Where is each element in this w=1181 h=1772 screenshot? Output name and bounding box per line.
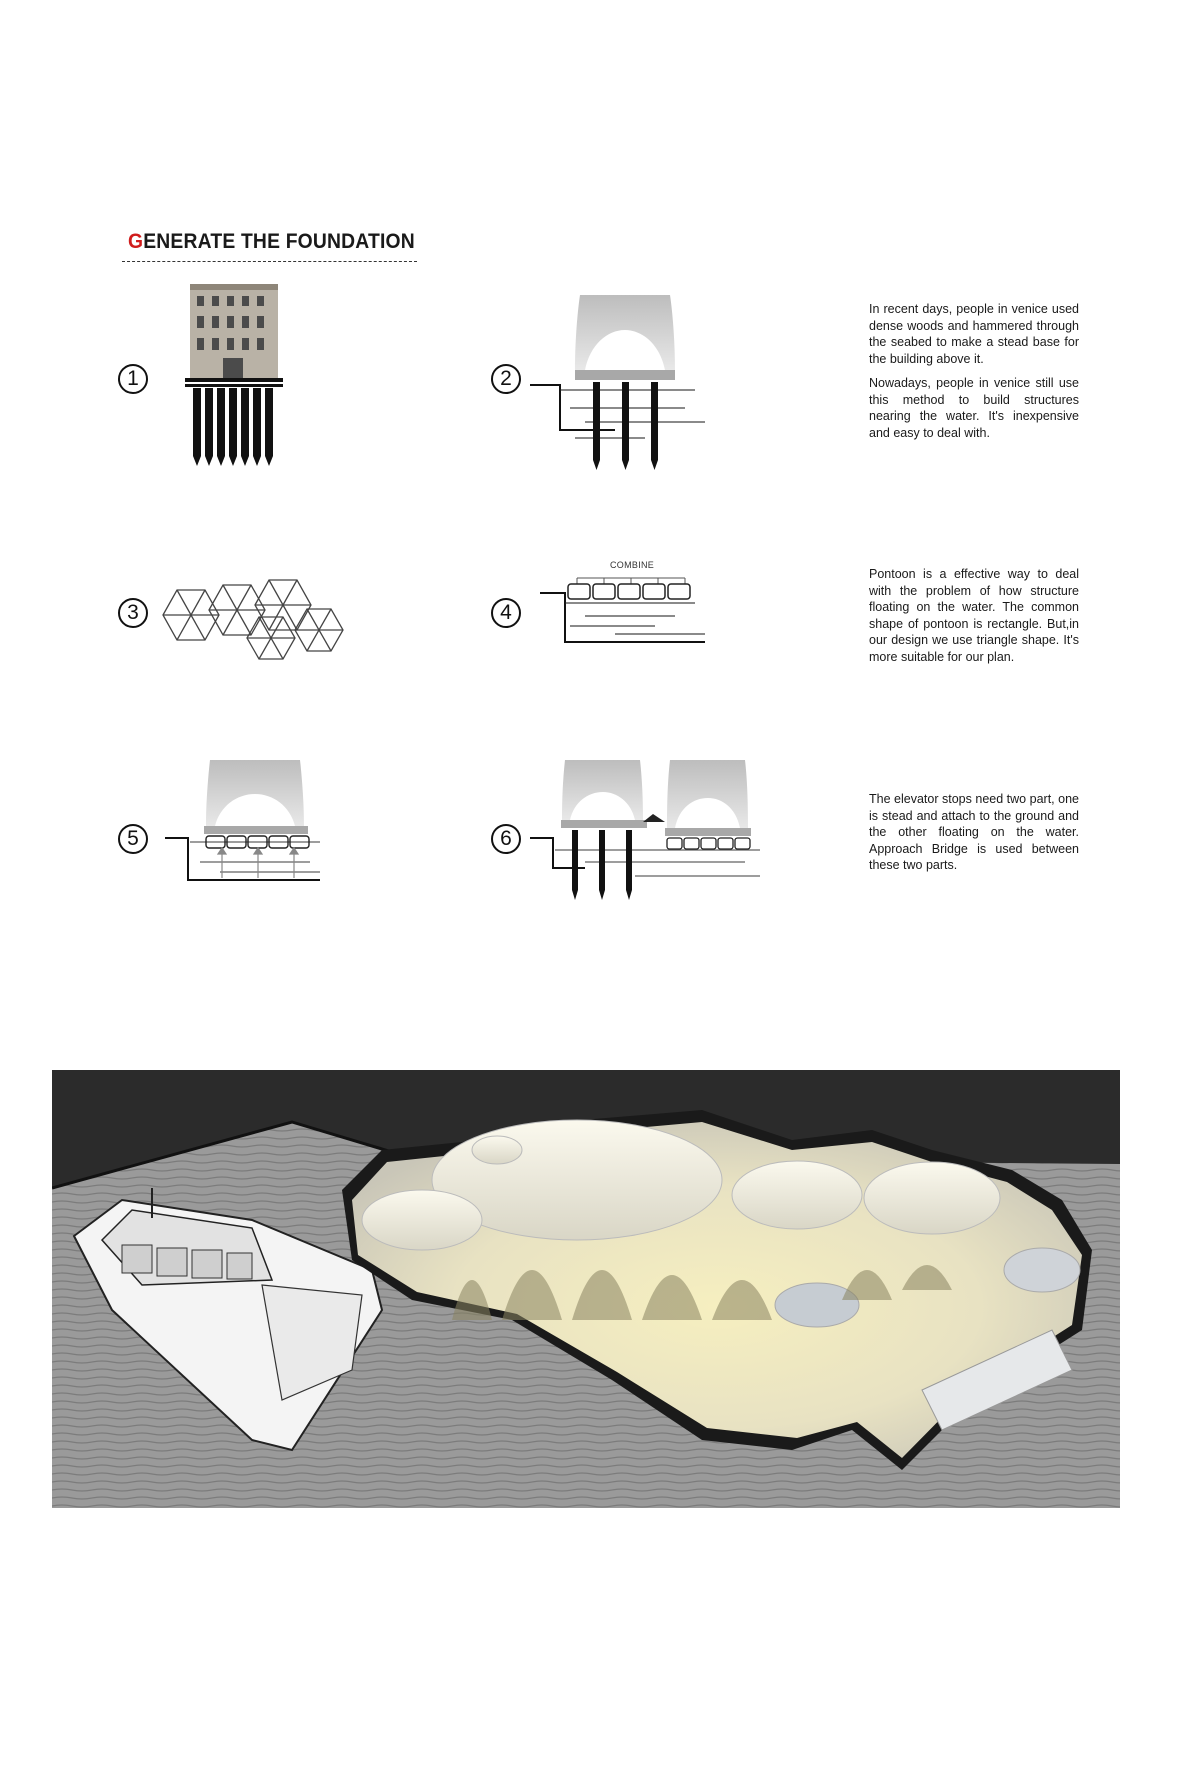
description-pontoon-p1: Pontoon is a effective way to deal with the problem of how structure floating on the water. The common shape of pontoon is rectangle. But,in our design we use triangle shape. It's more suitable for our plan. (869, 567, 1079, 664)
wooden-piles (193, 388, 273, 466)
description-piles (869, 301, 1079, 449)
render-illustration (52, 1070, 1120, 1508)
platform (204, 826, 308, 834)
step-number-2: 2 (491, 364, 521, 394)
title-rest: ENERATE THE FOUNDATION (143, 230, 415, 253)
piles (572, 830, 632, 900)
section-title (128, 230, 415, 254)
pontoon-boxes (667, 838, 750, 849)
step1-building-diagram (185, 284, 285, 470)
title-first-letter: G (128, 230, 144, 253)
platform (575, 370, 675, 380)
description-elevator (869, 791, 1079, 882)
step-number-1: 1 (118, 364, 148, 394)
step-number-5: 5 (118, 824, 148, 854)
description-elevator-p1: The elevator stops need two part, one is stead and attach to the ground and the other floating on the water. Approach Bridge is used between these two parts. (869, 792, 1079, 872)
step4-combined-pontoon (525, 570, 720, 655)
piles (593, 382, 658, 470)
title-underline (122, 261, 417, 262)
description-piles-p2: Nowadays, people in venice still use this method to build structures nearing the water. It's inexpensive and easy to deal with. (869, 376, 1079, 440)
step6-elevator-stop (525, 758, 765, 908)
combine-label: COMBINE (610, 560, 655, 570)
step2-dome-piles-diagram (525, 290, 715, 475)
step-number-3: 3 (118, 598, 148, 628)
description-pontoon (869, 566, 1079, 673)
step-number-6: 6 (491, 824, 521, 854)
step-number-4: 4 (491, 598, 521, 628)
pontoon-boxes (568, 584, 690, 599)
step3-pontoon-modules (155, 570, 355, 660)
description-piles-p1: In recent days, people in venice used dense woods and hammered through the seabed to make a stead base for the building above it. (869, 302, 1079, 366)
step5-dome-pontoon (160, 758, 330, 888)
approach-bridge (643, 814, 665, 822)
